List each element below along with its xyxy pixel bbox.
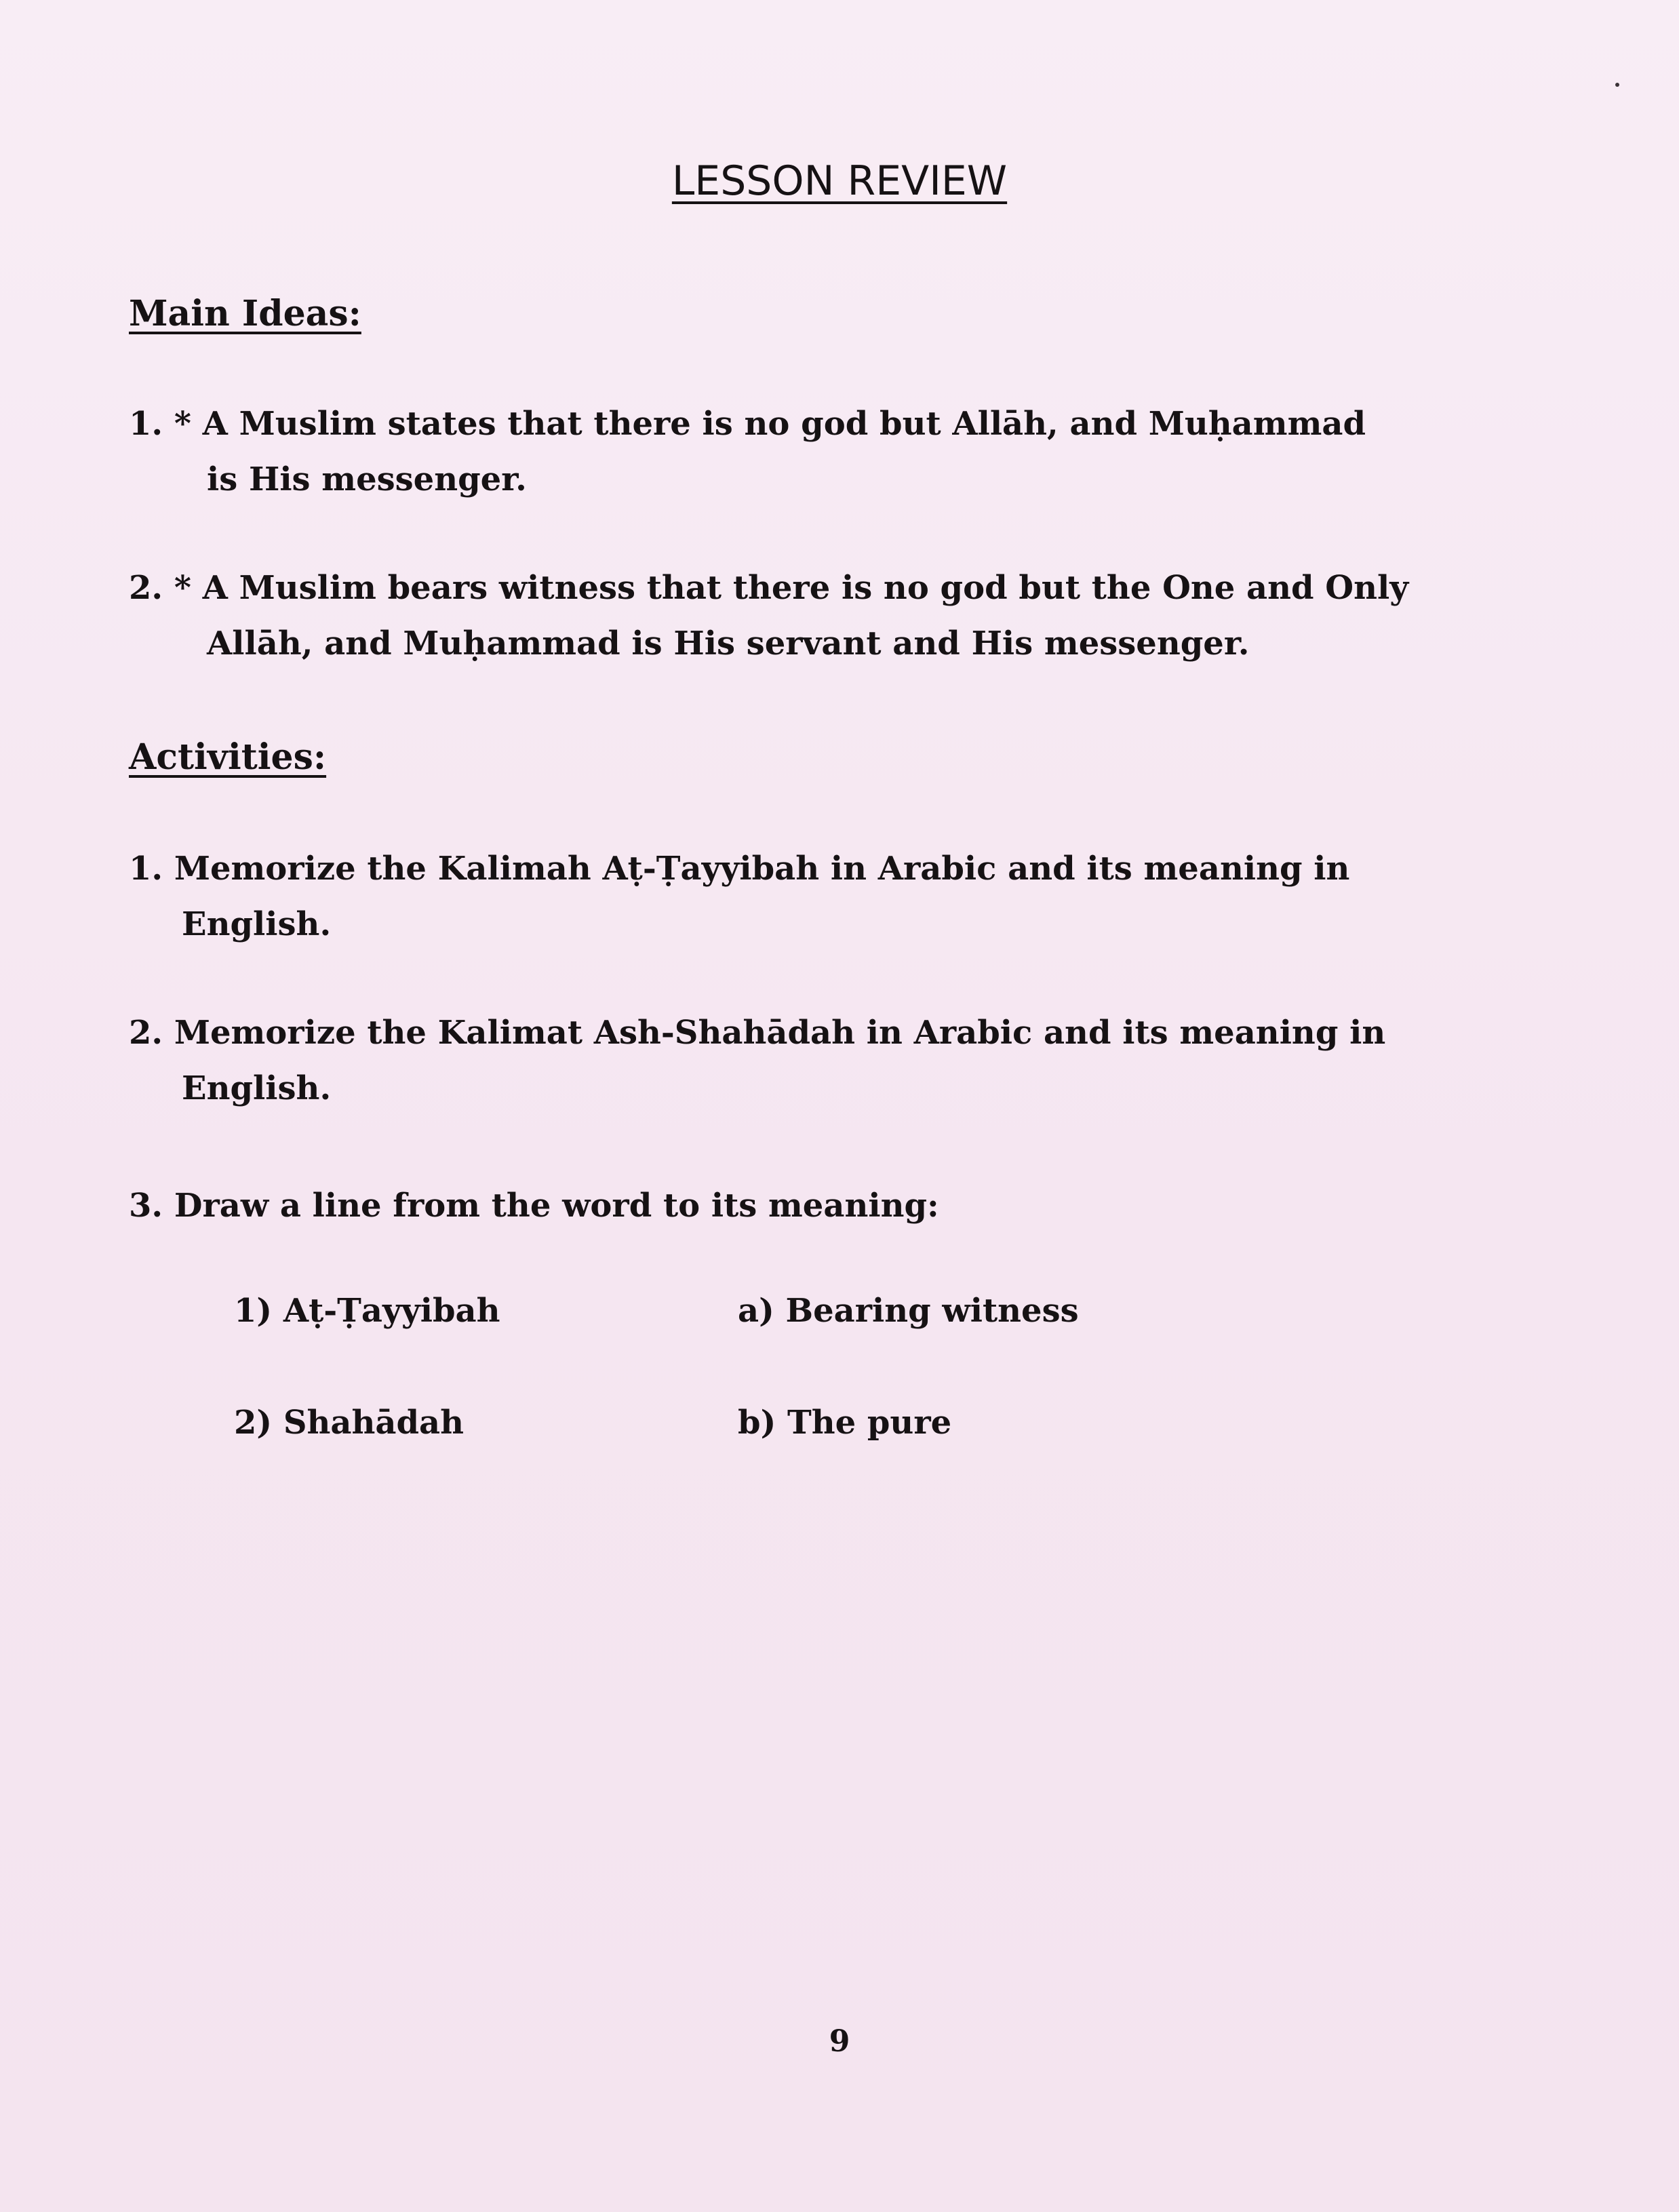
main-idea-1-line1: 1. * A Muslim states that there is no god but Allāh, and Muḥammad — [129, 405, 1366, 443]
activity-3-line1: 3. Draw a line from the word to its meaning: — [129, 1187, 939, 1225]
match-left-2: 2) Shahādah — [234, 1404, 465, 1442]
activities-heading: Activities: — [129, 736, 327, 778]
activity-1-line1: 1. Memorize the Kalimah Aṭ-Ṭayyibah in Arabic and its meaning in — [129, 850, 1350, 888]
match-right-b: b) The pure — [738, 1404, 952, 1442]
main-ideas-heading: Main Ideas: — [129, 293, 361, 334]
page-title: LESSON REVIEW — [671, 157, 1008, 205]
speck — [1615, 83, 1619, 87]
activity-1-line2: English. — [182, 905, 332, 943]
page-number: 9 — [829, 2024, 850, 2059]
activity-2-line1: 2. Memorize the Kalimat Ash-Shahādah in Arabic and its meaning in — [129, 1014, 1386, 1052]
match-right-a: a) Bearing witness — [738, 1292, 1079, 1330]
activity-2-line2: English. — [182, 1069, 332, 1107]
main-idea-2-line1: 2. * A Muslim bears witness that there is no god but the One and Only — [129, 569, 1409, 607]
main-idea-1-line2: is His messenger. — [207, 460, 527, 498]
match-left-1: 1) Aṭ-Ṭayyibah — [234, 1292, 500, 1330]
main-idea-2-line2: Allāh, and Muḥammad is His servant and His messenger. — [207, 625, 1250, 663]
